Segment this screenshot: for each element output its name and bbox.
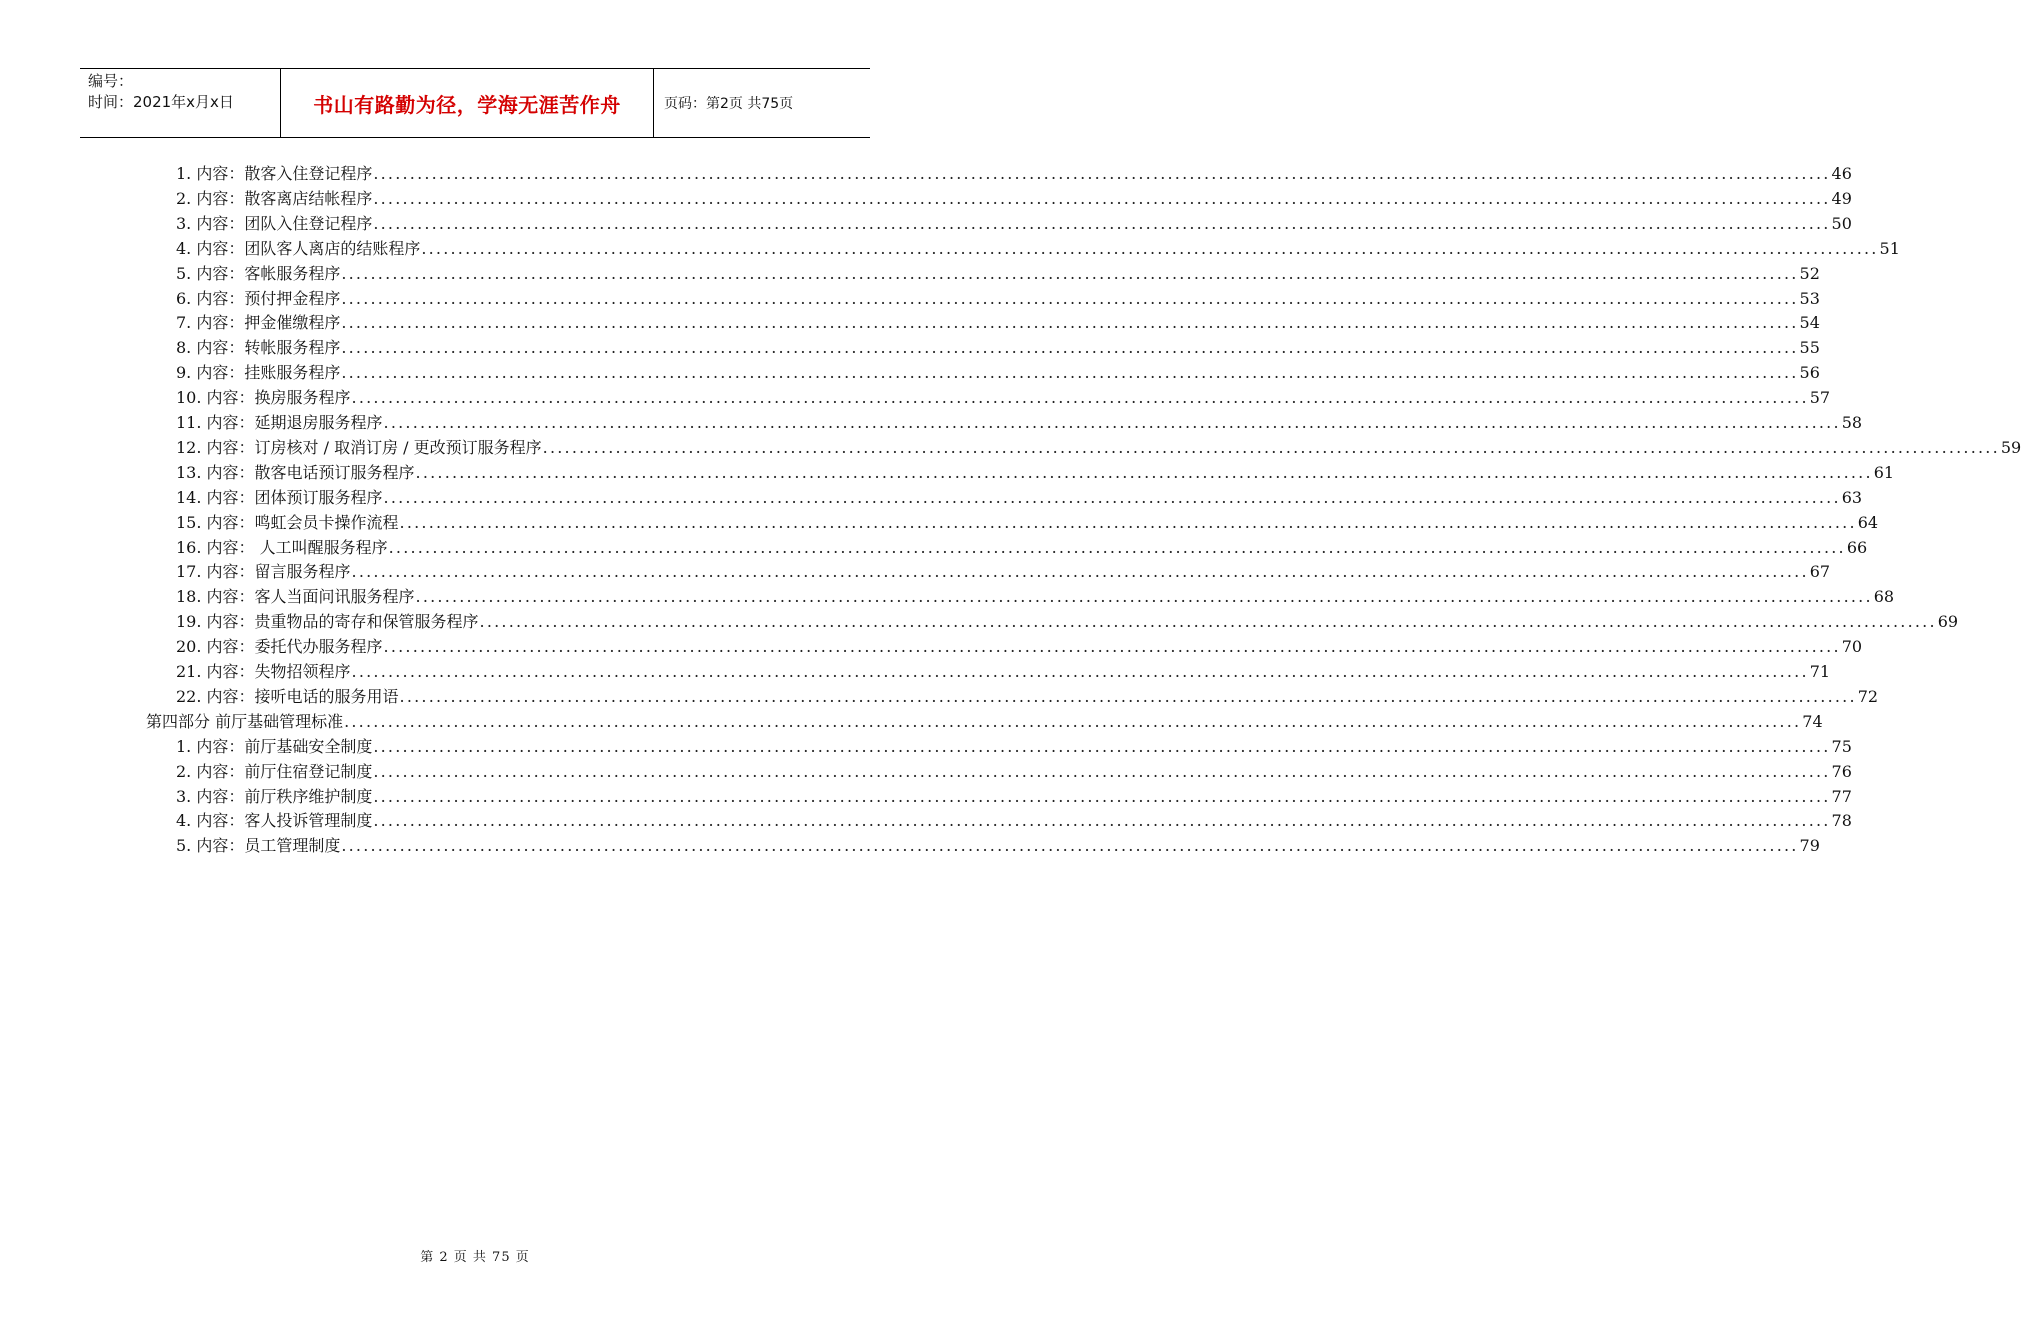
- toc-entry-page-number: 61: [1873, 462, 1895, 482]
- toc-entry-title: 3. 内容：团队入住登记程序: [176, 213, 373, 233]
- toc-dot-leader: ........................................................................................................................................................................................................: [383, 487, 1841, 507]
- document-number-label: 编号：: [88, 72, 134, 90]
- toc-entry-title: 10. 内容：换房服务程序: [176, 388, 351, 408]
- toc-entry-title: 6. 内容：预付押金程序: [176, 288, 341, 308]
- toc-entry[interactable]: [176, 733, 1852, 757]
- toc-dot-leader: ........................................................................................................................................................................................................: [373, 188, 1831, 208]
- toc-dot-leader: ........................................................................................................................................................................................................: [373, 786, 1831, 806]
- toc-entry-title: 7. 内容：押金催缴程序: [176, 313, 341, 333]
- toc-entry[interactable]: [176, 384, 1831, 408]
- toc-dot-leader: ........................................................................................................................................................................................................: [351, 562, 1809, 582]
- toc-dot-leader: ........................................................................................................................................................................................................: [373, 736, 1831, 756]
- toc-entry[interactable]: [176, 235, 1900, 259]
- toc-entry-title: 16. 内容： 人工叫醒服务程序: [176, 537, 388, 557]
- toc-entry-page-number: 59: [2000, 437, 2021, 457]
- toc-entry-title: 18. 内容：客人当面问讯服务程序: [176, 587, 415, 607]
- toc-entry-title: 1. 内容：散客入住登记程序: [176, 164, 373, 183]
- toc-entry-title: 第四部分 前厅基础管理标准: [146, 711, 344, 731]
- toc-dot-leader: ........................................................................................................................................................................................................: [344, 711, 1802, 731]
- toc-entry-page-number: 71: [1809, 662, 1831, 681]
- toc-entry[interactable]: [176, 210, 1852, 234]
- toc-dot-leader: ........................................................................................................................................................................................................: [351, 388, 1809, 408]
- toc-entry-page-number: 46: [1831, 164, 1852, 183]
- toc-dot-leader: ........................................................................................................................................................................................................: [341, 263, 1799, 283]
- toc-entry[interactable]: [176, 160, 1852, 184]
- toc-dot-leader: ........................................................................................................................................................................................................: [415, 587, 1873, 607]
- toc-entry-title: 13. 内容：散客电话预订服务程序: [176, 462, 415, 482]
- toc-dot-leader: ........................................................................................................................................................................................................: [399, 686, 1857, 706]
- toc-entry-page-number: 49: [1831, 188, 1852, 208]
- toc-entry-page-number: 68: [1873, 587, 1895, 607]
- toc-entry[interactable]: [176, 334, 1820, 358]
- toc-entry[interactable]: [176, 608, 1959, 632]
- header-meta: [80, 69, 281, 137]
- toc-entry-title: 22. 内容：接听电话的服务用语: [176, 686, 399, 706]
- toc-entry-page-number: 51: [1879, 238, 1900, 258]
- toc-entry-title: 21. 内容：失物招领程序: [176, 662, 351, 681]
- toc-entry-title: 3. 内容：前厅秩序维护制度: [176, 786, 373, 806]
- toc-entry-page-number: 78: [1831, 811, 1852, 831]
- page-header: [80, 68, 870, 138]
- toc-entry-page-number: 77: [1831, 786, 1852, 806]
- toc-entry-page-number: 66: [1846, 537, 1868, 557]
- toc-entry-page-number: 76: [1831, 761, 1852, 781]
- toc-dot-leader: ........................................................................................................................................................................................................: [383, 413, 1841, 432]
- toc-entry-page-number: 53: [1799, 288, 1820, 308]
- toc-entry-title: 2. 内容：前厅住宿登记制度: [176, 761, 373, 781]
- toc-entry-title: 11. 内容：延期退房服务程序: [176, 413, 383, 432]
- toc-entry-title: 4. 内容：团队客人离店的结账程序: [176, 238, 421, 258]
- header-motto: 书山有路勤为径，学海无涯苦作舟: [281, 69, 654, 137]
- toc-dot-leader: ........................................................................................................................................................................................................: [421, 238, 1879, 258]
- toc-entry[interactable]: [176, 459, 1895, 483]
- toc-entry[interactable]: [176, 583, 1895, 607]
- toc-entry-page-number: 70: [1841, 637, 1863, 657]
- toc-entry[interactable]: [176, 758, 1852, 782]
- toc-dot-leader: ........................................................................................................................................................................................................: [373, 164, 1831, 183]
- toc-entry-title: 4. 内容：客人投诉管理制度: [176, 811, 373, 831]
- toc-entry-page-number: 50: [1831, 213, 1852, 233]
- toc-entry-page-number: 72: [1857, 686, 1879, 706]
- toc-entry-title: 12. 内容：订房核对 / 取消订房 / 更改预订服务程序: [176, 437, 542, 457]
- toc-dot-leader: ........................................................................................................................................................................................................: [351, 662, 1809, 681]
- toc-dot-leader: ........................................................................................................................................................................................................: [373, 761, 1831, 781]
- toc-dot-leader: ........................................................................................................................................................................................................: [383, 637, 1841, 657]
- toc-entry[interactable]: [176, 309, 1820, 333]
- toc-entry[interactable]: [176, 633, 1863, 657]
- toc-dot-leader: ........................................................................................................................................................................................................: [415, 462, 1873, 482]
- toc-entry-title: 19. 内容：贵重物品的寄存和保管服务程序: [176, 612, 479, 632]
- toc-entry[interactable]: [176, 534, 1868, 558]
- toc-entry-page-number: 54: [1799, 313, 1820, 333]
- toc-entry-page-number: 67: [1809, 562, 1831, 582]
- toc-dot-leader: ........................................................................................................................................................................................................: [341, 338, 1799, 358]
- toc-entry-title: 14. 内容：团体预订服务程序: [176, 487, 383, 507]
- toc-entry-page-number: 75: [1831, 736, 1852, 756]
- toc-entry[interactable]: [176, 260, 1820, 284]
- toc-dot-leader: ........................................................................................................................................................................................................: [479, 612, 1937, 632]
- toc-entry[interactable]: [176, 409, 1863, 433]
- toc-entry[interactable]: [176, 359, 1820, 383]
- page-footer: 第 2 页 共 75 页: [420, 1250, 530, 1265]
- toc-entry[interactable]: [176, 434, 2021, 458]
- toc-entry-title: 20. 内容：委托代办服务程序: [176, 637, 383, 657]
- toc-entry-page-number: 55: [1799, 338, 1820, 358]
- toc-entry-title: 5. 内容：客帐服务程序: [176, 263, 341, 283]
- toc-entry-page-number: 64: [1857, 512, 1879, 532]
- toc-dot-leader: ........................................................................................................................................................................................................: [388, 537, 1846, 557]
- header-page-indicator: 页码：第2页 共75页: [664, 96, 794, 112]
- toc-entry-page-number: 57: [1809, 388, 1831, 408]
- toc-entry-page-number: 58: [1841, 413, 1863, 432]
- toc-dot-leader: ........................................................................................................................................................................................................: [341, 836, 1799, 856]
- toc-entry[interactable]: [176, 783, 1852, 807]
- toc-dot-leader: ........................................................................................................................................................................................................: [341, 288, 1799, 308]
- toc-dot-leader: ........................................................................................................................................................................................................: [373, 811, 1831, 831]
- toc-dot-leader: ........................................................................................................................................................................................................: [341, 363, 1799, 383]
- toc-entry-page-number: 63: [1841, 487, 1863, 507]
- toc-entry-title: 8. 内容：转帐服务程序: [176, 338, 341, 358]
- toc-entry-page-number: 52: [1799, 263, 1820, 283]
- toc-entry-title: 1. 内容：前厅基础安全制度: [176, 736, 373, 756]
- toc-dot-leader: ........................................................................................................................................................................................................: [373, 213, 1831, 233]
- toc-entry[interactable]: [176, 285, 1820, 309]
- toc-entry[interactable]: [176, 832, 1820, 856]
- toc-entry[interactable]: [146, 708, 1823, 732]
- toc-entry-title: 2. 内容：散客离店结帐程序: [176, 188, 373, 208]
- toc-entry[interactable]: [176, 683, 1879, 707]
- document-date-label: 时间：2021年x月x日: [88, 93, 234, 111]
- toc-entry-page-number: 56: [1799, 363, 1820, 383]
- toc-entry-page-number: 74: [1802, 711, 1823, 731]
- toc-dot-leader: ........................................................................................................................................................................................................: [542, 437, 2000, 457]
- toc-dot-leader: ........................................................................................................................................................................................................: [341, 313, 1799, 333]
- toc-entry[interactable]: [176, 509, 1879, 533]
- toc-entry[interactable]: [176, 185, 1852, 209]
- toc-entry-page-number: 79: [1799, 836, 1820, 856]
- toc-entry[interactable]: [176, 658, 1831, 682]
- toc-entry[interactable]: [176, 558, 1831, 582]
- toc-dot-leader: ........................................................................................................................................................................................................: [399, 512, 1857, 532]
- toc-entry-title: 15. 内容：鸣虹会员卡操作流程: [176, 512, 399, 532]
- toc-entry-page-number: 69: [1937, 612, 1959, 632]
- toc-entry-title: 17. 内容：留言服务程序: [176, 562, 351, 582]
- toc-entry[interactable]: [176, 807, 1852, 831]
- toc-entry-title: 9. 内容：挂账服务程序: [176, 363, 341, 383]
- toc-entry-title: 5. 内容：员工管理制度: [176, 836, 341, 856]
- toc-entry[interactable]: [176, 484, 1863, 508]
